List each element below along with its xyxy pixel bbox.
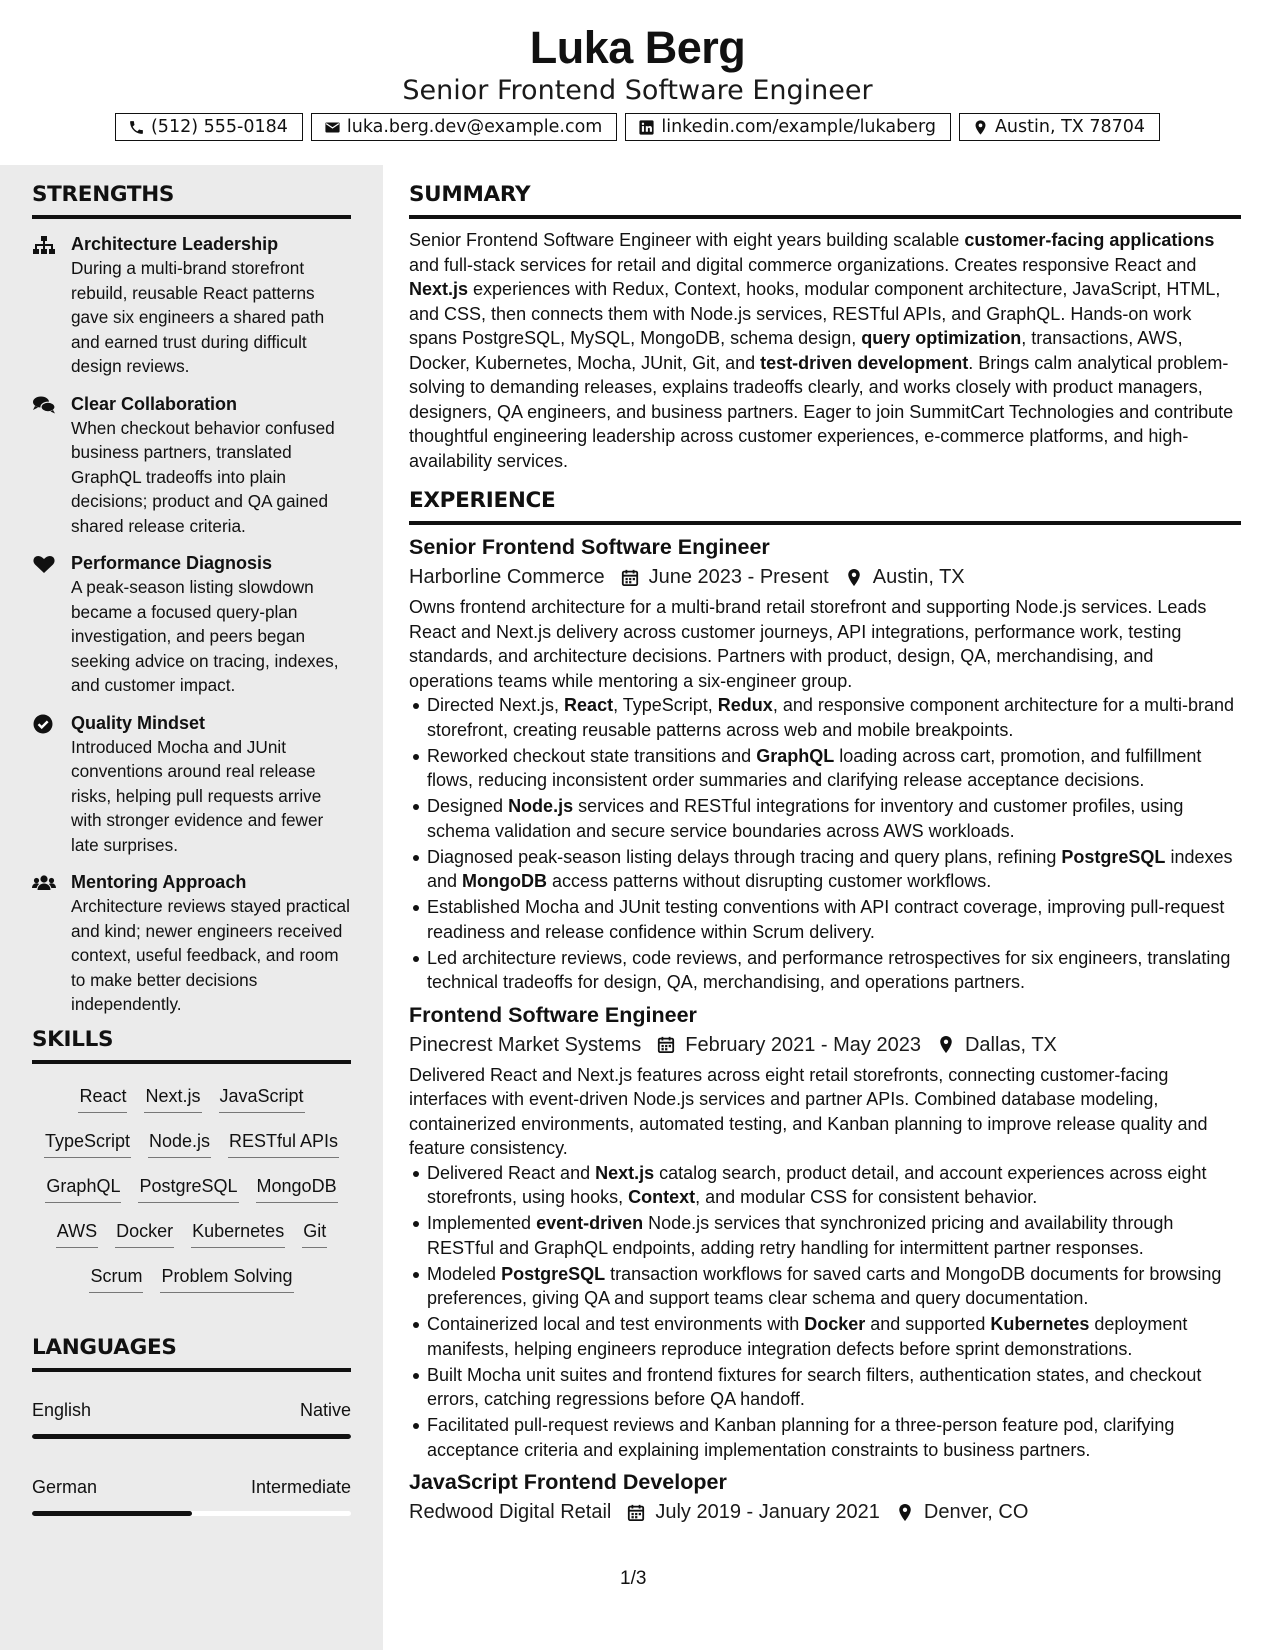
language-proficiency-bar: [32, 1511, 351, 1516]
job-bullet: Led architecture reviews, code reviews, and performance retrospectives for six engineers, translating technical tradeoffs for design, QA, merchandising, and operations partners.: [427, 946, 1241, 995]
phone-icon: [128, 119, 145, 136]
calendar-icon: [621, 568, 639, 587]
strengths-section: [32, 180, 351, 1017]
strength-item: [32, 232, 351, 379]
strength-item: [32, 392, 351, 539]
job-dates: June 2023 - Present: [648, 566, 829, 588]
strength-body: Architecture reviews stayed practical and kind; newer engineers received context, useful feedback, and room to make better decisions independently.: [71, 896, 350, 1014]
strength-item: [32, 551, 351, 698]
language-proficiency-fill: [32, 1511, 192, 1516]
linkedin-icon: [638, 119, 655, 136]
skill-tag: React: [78, 1082, 127, 1113]
contact-bar: [0, 113, 1275, 141]
job-description: Delivered React and Next.js features across eight retail storefronts, connecting customer-facing interfaces with event-driven Node.js services and partner APIs. Combined database modeling, containerized environments, automated testing, and Kanban planning to improve release quality and feature consistency.: [409, 1064, 1208, 1158]
experience-heading: EXPERIENCE: [409, 486, 1241, 525]
job-entry: [409, 532, 1241, 995]
job-location: Denver, CO: [923, 1501, 1029, 1523]
languages-heading: LANGUAGES: [32, 1333, 351, 1372]
strength-body: During a multi-brand storefront rebuild, reusable React patterns gave six engineers a shared path and earned trust during difficult design reviews.: [71, 258, 325, 376]
job-bullets: [409, 693, 1241, 995]
job-bullet: Directed Next.js, React, TypeScript, Redux, and responsive component architecture for a multi-brand storefront, creating reusable patterns across web and mobile breakpoints.: [427, 693, 1241, 742]
language-item: [32, 1398, 351, 1439]
summary-section: [409, 180, 1241, 473]
strengths-heading: STRENGTHS: [32, 180, 351, 219]
skill-tag: Node.js: [148, 1127, 211, 1158]
strength-body: Introduced Mocha and JUnit conventions around real release risks, helping pull requests arrive with stronger evidence and fewer late surprises.: [71, 736, 324, 855]
skill-tag: JavaScript: [219, 1082, 305, 1113]
skill-tag: PostgreSQL: [138, 1172, 238, 1203]
job-bullet: Facilitated pull-request reviews and Kanban planning for a three-person feature pod, clarifying acceptance criteria and explaining implementation constraints to business partners.: [427, 1413, 1241, 1462]
job-bullet: Built Mocha unit suites and frontend fixtures for search filters, authentication states, and checkout errors, catching regressions before QA handoff.: [427, 1363, 1241, 1412]
strength-title: Clear Collaboration: [71, 393, 238, 414]
job-bullet: Established Mocha and JUnit testing conventions with API contract coverage, improving pull-request readiness and release confidence within Scrum delivery.: [427, 895, 1241, 944]
summary-heading: SUMMARY: [409, 180, 1241, 219]
linkedin-text: linkedin.com/example/lukaberg: [661, 117, 936, 137]
skill-tag: Problem Solving: [160, 1262, 293, 1293]
sitemap-icon: [32, 235, 56, 255]
languages-section: [32, 1333, 351, 1516]
contact-phone[interactable]: [115, 113, 303, 141]
map-marker-icon: [845, 568, 863, 587]
check-circle-icon: [32, 714, 56, 734]
language-level: Native: [299, 1400, 351, 1420]
job-company: Harborline Commerce: [409, 566, 605, 588]
job-meta: [409, 562, 1241, 592]
job-dates: February 2021 - May 2023: [685, 1033, 921, 1056]
language-proficiency-fill: [32, 1434, 351, 1439]
strength-item: [32, 711, 351, 858]
language-level: Intermediate: [250, 1477, 351, 1497]
calendar-icon: [627, 1503, 645, 1522]
map-marker-icon: [896, 1503, 914, 1522]
job-location: Dallas, TX: [964, 1033, 1057, 1056]
summary-text: Senior Frontend Software Engineer with eight years building scalable customer-facing applications and full-stack services for retail and digital commerce organizations. Creates responsive React and Next.js experiences with Redux, Context, hooks, modular component architecture, JavaScript, HTML, and CSS, then connects them with Node.js services, RESTful APIs, and GraphQL. Hands-on work spans PostgreSQL, MySQL, MongoDB, schema design, query optimization, transactions, AWS, Docker, Kubernetes, Mocha, JUnit, Git, and test-driven development. Brings calm analytical problem-solving to demanding releases, explains tradeoffs clearly, and works closely with product managers, designers, QA engineers, and business partners. Eager to join SummitCart Technologies and contribute thoughtful engineering leadership across customer experiences, e-commerce platforms, and high-availability services.: [409, 230, 1234, 471]
main-column: [409, 165, 1241, 1527]
job-title: JavaScript Frontend Developer: [409, 1470, 727, 1494]
skill-tag: MongoDB: [256, 1172, 338, 1203]
map-marker-icon: [937, 1035, 955, 1054]
job-bullets: [409, 1161, 1241, 1463]
job-meta: [409, 1030, 1241, 1060]
job-title: Frontend Software Engineer: [409, 1002, 697, 1027]
job-company: Redwood Digital Retail: [409, 1501, 612, 1523]
contact-email[interactable]: [311, 113, 618, 141]
skill-tag: RESTful APIs: [228, 1127, 339, 1158]
job-entry: [409, 1000, 1241, 1463]
sidebar: [0, 165, 383, 1650]
skill-tag: TypeScript: [44, 1127, 131, 1158]
job-bullet: Implemented event-driven Node.js services that synchronized pricing and availability through RESTful and GraphQL endpoints, adding retry handling for intermittent partner responses.: [427, 1211, 1241, 1260]
users-icon: [32, 873, 56, 893]
job-meta: [409, 1497, 1241, 1527]
candidate-name: Luka Berg: [529, 22, 746, 73]
skill-tag: Docker: [115, 1217, 174, 1248]
language-proficiency-bar: [32, 1434, 351, 1439]
strength-item: [32, 870, 351, 1017]
language-name: English: [32, 1400, 92, 1420]
skill-tag: Git: [302, 1217, 327, 1248]
strength-body: A peak-season listing slowdown became a focused query-plan investigation, and peers began seeking advice on tracing, indexes, and customer impact.: [71, 577, 339, 695]
job-location: Austin, TX: [872, 566, 965, 588]
heart-icon: [32, 554, 56, 574]
candidate-title: Senior Frontend Software Engineer: [402, 75, 873, 106]
resume-header: [0, 0, 1275, 160]
skill-tag: Next.js: [144, 1082, 201, 1113]
envelope-icon: [324, 119, 341, 136]
location-text: Austin, TX 78704: [994, 117, 1145, 137]
phone-text: (512) 555-0184: [150, 117, 288, 137]
skill-tag: Kubernetes: [191, 1217, 285, 1248]
skill-tag: GraphQL: [45, 1172, 121, 1203]
language-name: German: [32, 1477, 98, 1497]
contact-location: [959, 113, 1160, 141]
job-entry: [409, 1467, 1241, 1527]
job-company: Pinecrest Market Systems: [409, 1033, 642, 1056]
job-bullet: Reworked checkout state transitions and GraphQL loading across cart, promotion, and fulfillment flows, reducing inconsistent order summaries and clarifying release acceptance decisions.: [427, 744, 1241, 793]
skills-section: [32, 1025, 351, 1293]
strength-title: Architecture Leadership: [71, 234, 279, 254]
job-bullet: Containerized local and test environments with Docker and supported Kubernetes deployment manifests, helping engineers reproduce integration defects before sprint demonstrations.: [427, 1312, 1241, 1361]
job-title: Senior Frontend Software Engineer: [409, 535, 770, 559]
skills-heading: SKILLS: [32, 1025, 351, 1064]
job-description: Owns frontend architecture for a multi-brand retail storefront and supporting Node.js services. Leads React and Next.js delivery across customer journeys, API integrations, performance work, testing standards, and architecture decisions. Partners with product, design, QA, merchandising, and operations teams while mentoring a six-engineer group.: [409, 597, 1207, 691]
map-marker-icon: [972, 119, 989, 136]
job-bullet: Modeled PostgreSQL transaction workflows for saved carts and MongoDB documents for browsing preferences, giving QA and support teams clear schema and query documentation.: [427, 1262, 1241, 1311]
comments-icon: [32, 395, 56, 415]
job-bullet: Designed Node.js services and RESTful integrations for inventory and customer profiles, using schema validation and secure service boundaries across AWS workloads.: [427, 794, 1241, 843]
skill-tag: AWS: [56, 1217, 98, 1248]
skills-list: [32, 1082, 351, 1293]
skill-tag: Scrum: [89, 1262, 143, 1293]
page-number: 1/3: [620, 1568, 647, 1589]
experience-section: [409, 486, 1241, 1527]
calendar-icon: [657, 1035, 675, 1054]
job-bullet: Diagnosed peak-season listing delays through tracing and query plans, refining PostgreSQL indexes and MongoDB access patterns without disrupting customer workflows.: [427, 845, 1241, 894]
contact-linkedin[interactable]: [625, 113, 951, 141]
email-text: luka.berg.dev@example.com: [346, 117, 603, 137]
strength-title: Mentoring Approach: [71, 872, 247, 892]
strength-body: When checkout behavior confused business partners, translated GraphQL tradeoffs into plain decisions; product and QA gained shared release criteria.: [71, 417, 335, 536]
language-item: [32, 1475, 351, 1516]
strength-title: Performance Diagnosis: [71, 553, 273, 573]
job-dates: July 2019 - January 2021: [655, 1501, 880, 1523]
strength-title: Quality Mindset: [71, 712, 206, 733]
job-bullet: Delivered React and Next.js catalog search, product detail, and account experiences across eight storefronts, using hooks, Context, and modular CSS for consistent behavior.: [427, 1161, 1241, 1210]
